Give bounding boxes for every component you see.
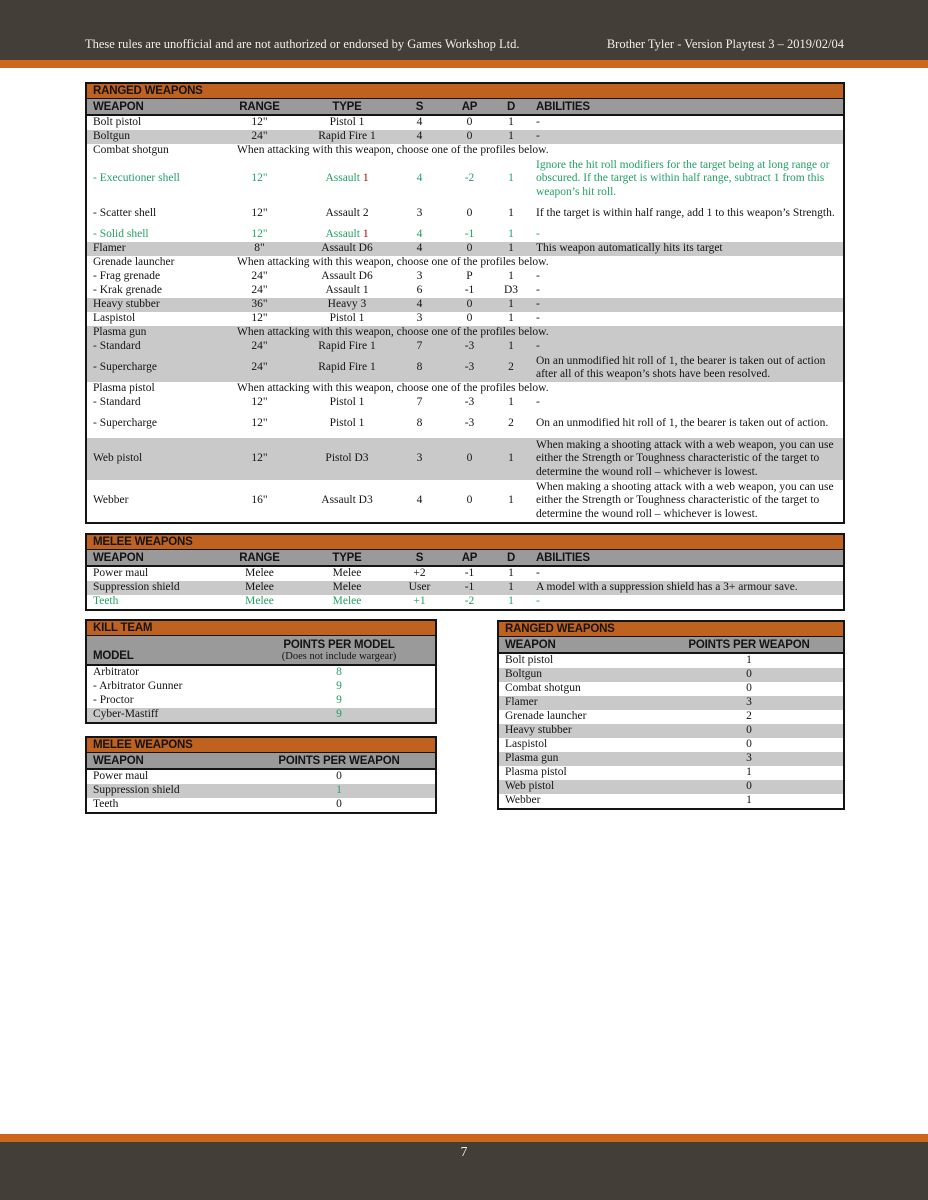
table-row — [87, 158, 843, 200]
profile-note-cell: When attacking with this weapon, choose one of the profiles below. — [217, 326, 843, 340]
range-cell: 16" — [251, 494, 268, 507]
d-cell: 2 — [492, 354, 530, 382]
type-cell: Rapid Fire 1 — [302, 130, 392, 144]
table-row — [499, 752, 843, 766]
range-cell: 12" — [251, 207, 268, 220]
table-row — [87, 326, 843, 340]
d-cell: 1 — [492, 340, 530, 354]
col-points-per-model — [243, 636, 435, 665]
model-cell: Arbitrator — [93, 666, 139, 679]
type-cell — [302, 228, 392, 242]
points-cell: 8 — [336, 666, 342, 679]
ability-cell: - — [536, 396, 540, 409]
s-cell: 4 — [392, 242, 447, 256]
table-row — [87, 382, 843, 396]
type-cell: Assault 1 — [325, 284, 369, 297]
points-cell: 0 — [655, 668, 843, 682]
melee-weapons-points-table — [85, 736, 437, 814]
type-text: Assault — [325, 172, 360, 185]
type-cell: Pistol D3 — [302, 438, 392, 480]
table-row — [87, 340, 843, 354]
weapon-cell: Teeth — [93, 595, 119, 608]
type-number: 1 — [362, 172, 369, 185]
ability-cell: On an unmodified hit roll of 1, the bearer is taken out of action after all of this weapon’s shots have been resolved. — [530, 354, 843, 382]
weapon-cell: Web pistol — [87, 438, 217, 480]
range-cell: 24" — [217, 130, 302, 144]
points-cell: 9 — [336, 680, 342, 693]
range-cell: 24" — [251, 284, 268, 297]
weapon-cell: Heavy stubber — [499, 724, 655, 738]
points-cell: 9 — [243, 708, 435, 722]
table-row — [87, 130, 843, 144]
s-cell: 7 — [416, 396, 423, 409]
weapon-cell: - Frag grenade — [93, 270, 161, 283]
ap-cell: 0 — [447, 130, 492, 144]
s-cell: User — [392, 581, 447, 595]
d-cell: 1 — [492, 242, 530, 256]
weapon-cell: - Scatter shell — [93, 207, 157, 220]
weapon-cell: - Solid shell — [93, 228, 149, 241]
d-cell: 2 — [508, 417, 514, 430]
table-row — [87, 784, 435, 798]
table-row — [87, 396, 843, 410]
orange-divider-bottom — [0, 1134, 928, 1142]
points-cell: 1 — [746, 794, 752, 807]
col-ap: AP — [447, 550, 492, 566]
d-cell: 1 — [508, 116, 514, 129]
table-row — [87, 566, 843, 581]
ability-cell: - — [530, 340, 843, 354]
col-ap: AP — [447, 99, 492, 115]
type-cell: Rapid Fire 1 — [302, 340, 392, 354]
weapon-cell: Boltgun — [87, 130, 217, 144]
table-row — [87, 115, 843, 130]
ap-cell: -1 — [464, 284, 475, 297]
col-d: D — [492, 99, 530, 115]
col-type: TYPE — [302, 550, 392, 566]
weapon-cell: Combat shotgun — [93, 144, 169, 157]
weapon-cell: Grenade launcher — [505, 710, 587, 723]
weapon-cell: Power maul — [93, 770, 149, 783]
table-row — [87, 200, 843, 228]
table-row — [87, 665, 435, 680]
type-cell: Assault D6 — [302, 242, 392, 256]
points-cell: 0 — [655, 724, 843, 738]
points-cell: 0 — [336, 770, 342, 783]
s-cell: 4 — [392, 130, 447, 144]
s-cell: 3 — [392, 438, 447, 480]
ability-cell: This weapon automatically hits its target — [530, 242, 843, 256]
ap-cell: -3 — [447, 354, 492, 382]
table-row — [499, 696, 843, 710]
weapon-cell: Suppression shield — [87, 581, 217, 595]
table-row — [499, 766, 843, 780]
table-row — [499, 653, 843, 668]
ability-cell: - — [536, 270, 540, 283]
type-cell: Pistol 1 — [329, 116, 365, 129]
d-cell: 1 — [508, 270, 514, 283]
table-title: MELEE WEAPONS — [87, 738, 435, 753]
melee-weapons-table — [85, 533, 845, 611]
col-abilities: ABILITIES — [530, 550, 843, 566]
column-header-row — [87, 753, 435, 769]
table-row — [499, 738, 843, 752]
range-cell: 12" — [251, 312, 268, 325]
ap-cell: -3 — [464, 417, 475, 430]
points-cell: 1 — [746, 654, 752, 667]
ap-cell: -1 — [447, 581, 492, 595]
type-cell: Pistol 1 — [329, 396, 365, 409]
table-row — [87, 708, 435, 722]
points-cell: 0 — [655, 780, 843, 794]
ap-cell: 0 — [447, 438, 492, 480]
profile-note-cell: When attacking with this weapon, choose one of the profiles below. — [237, 256, 549, 269]
column-header-row — [499, 637, 843, 653]
range-cell: 12" — [217, 438, 302, 480]
points-header-text: POINTS PER MODEL — [283, 638, 395, 651]
column-header-row — [87, 99, 843, 115]
s-cell: 8 — [392, 354, 447, 382]
table-title: RANGED WEAPONS — [499, 622, 843, 637]
ap-cell: 0 — [466, 116, 473, 129]
range-cell: 24" — [217, 340, 302, 354]
weapon-cell: - Standard — [93, 396, 141, 409]
d-cell: 1 — [508, 567, 514, 580]
s-cell: 8 — [416, 417, 423, 430]
kill-team-table — [85, 619, 437, 724]
weapon-cell: - Executioner shell — [93, 172, 180, 185]
col-weapon: WEAPON — [87, 99, 217, 115]
weapon-cell: Grenade launcher — [93, 256, 175, 269]
s-cell: 6 — [416, 284, 423, 297]
type-number: 1 — [362, 228, 369, 241]
table-row — [499, 780, 843, 794]
weapon-cell: Web pistol — [499, 780, 655, 794]
s-cell: 4 — [416, 494, 423, 507]
orange-divider-top — [0, 60, 928, 68]
col-type: TYPE — [302, 99, 392, 115]
points-subheader-text: (Does not include wargear) — [281, 650, 397, 662]
d-cell: D3 — [503, 284, 519, 297]
d-cell: 1 — [492, 581, 530, 595]
col-weapon: WEAPON — [499, 637, 655, 653]
range-cell: 12" — [251, 228, 268, 241]
points-cell: 3 — [655, 752, 843, 766]
type-cell: Melee — [332, 595, 362, 608]
weapon-cell: Flamer — [87, 242, 217, 256]
table-row — [87, 680, 435, 694]
col-weapon: WEAPON — [87, 550, 217, 566]
points-cell: 0 — [336, 798, 342, 811]
range-cell: 12" — [251, 116, 268, 129]
ability-cell: - — [536, 228, 540, 241]
table-title: MELEE WEAPONS — [87, 535, 843, 550]
col-abilities: ABILITIES — [530, 99, 843, 115]
s-cell: 4 — [416, 172, 423, 185]
ap-cell: 0 — [466, 494, 473, 507]
s-cell: 3 — [416, 207, 423, 220]
page-number: 7 — [460, 1144, 468, 1159]
type-cell: Heavy 3 — [302, 298, 392, 312]
ranged-weapons-table — [85, 82, 845, 524]
col-points-per-weapon: POINTS PER WEAPON — [655, 637, 843, 653]
type-cell — [302, 158, 392, 200]
ability-cell: When making a shooting attack with a web weapon, you can use either the Strength or Toughness characteristic of the target to determine the wound roll – whichever is lowest. — [536, 480, 834, 520]
version-text: Brother Tyler - Version Playtest 3 – 2019/02/04 — [606, 37, 844, 51]
range-cell: 24" — [217, 354, 302, 382]
points-cell: 1 — [243, 784, 435, 798]
col-range: RANGE — [217, 550, 302, 566]
weapon-cell: Power maul — [93, 567, 149, 580]
ap-cell: -3 — [464, 396, 475, 409]
s-cell: 3 — [416, 270, 423, 283]
points-cell: 1 — [746, 766, 752, 779]
weapon-cell: Suppression shield — [87, 784, 243, 798]
points-cell: 0 — [746, 738, 752, 751]
ability-cell: - — [536, 312, 540, 325]
table-row — [87, 798, 435, 812]
weapon-cell: Plasma gun — [87, 326, 217, 340]
table-row — [499, 794, 843, 808]
ability-cell: When making a shooting attack with a web weapon, you can use either the Strength or Toughness characteristic of the target to determine the wound roll – whichever is lowest. — [530, 438, 843, 480]
profile-note-cell: When attacking with this weapon, choose one of the profiles below. — [237, 144, 549, 157]
col-range: RANGE — [217, 99, 302, 115]
s-cell: 4 — [416, 116, 423, 129]
ap-cell: 0 — [466, 312, 473, 325]
table-row — [87, 480, 843, 522]
ranged-weapons-points-table — [497, 620, 845, 810]
s-cell: 7 — [392, 340, 447, 354]
type-cell: Assault D6 — [321, 270, 373, 283]
points-cell: 3 — [655, 696, 843, 710]
ap-cell: P — [466, 270, 473, 283]
d-cell: 1 — [492, 130, 530, 144]
type-cell: Melee — [332, 567, 362, 580]
table-row — [87, 410, 843, 438]
table-row — [87, 312, 843, 326]
d-cell: 1 — [492, 438, 530, 480]
ap-cell: -1 — [464, 228, 475, 241]
type-cell: Assault 2 — [325, 207, 369, 220]
d-cell: 1 — [508, 172, 514, 185]
points-cell: 9 — [336, 694, 342, 707]
type-cell: Melee — [302, 581, 392, 595]
s-cell: 3 — [416, 312, 423, 325]
table-row — [87, 769, 435, 784]
table-row — [87, 581, 843, 595]
points-cell: 0 — [746, 682, 752, 695]
table-title: RANGED WEAPONS — [87, 84, 843, 99]
column-header-row — [87, 636, 435, 665]
ability-cell: - — [536, 567, 540, 580]
weapon-cell: - Krak grenade — [93, 284, 162, 297]
type-cell: Pistol 1 — [329, 312, 365, 325]
range-cell: 12" — [251, 417, 268, 430]
weapon-cell: Plasma gun — [499, 752, 655, 766]
weapon-cell: Heavy stubber — [87, 298, 217, 312]
ap-cell: -1 — [464, 567, 475, 580]
weapon-cell: - Supercharge — [93, 417, 157, 430]
ability-cell: - — [536, 595, 540, 608]
table-row — [499, 724, 843, 738]
d-cell: 1 — [508, 312, 514, 325]
table-row — [87, 694, 435, 708]
table-row — [87, 228, 843, 242]
table-row — [87, 144, 843, 158]
footer-bar — [0, 1142, 928, 1200]
table-row — [499, 668, 843, 682]
range-cell: 12" — [251, 172, 268, 185]
model-cell: Cyber-Mastiff — [87, 708, 243, 722]
range-cell: 8" — [217, 242, 302, 256]
d-cell: 1 — [508, 494, 514, 507]
table-row — [87, 354, 843, 382]
weapon-cell: Laspistol — [505, 738, 548, 751]
col-d: D — [492, 550, 530, 566]
d-cell: 1 — [492, 298, 530, 312]
table-row — [87, 270, 843, 284]
col-s: S — [392, 99, 447, 115]
table-row — [87, 595, 843, 609]
ability-cell: - — [536, 116, 540, 129]
range-cell: 24" — [251, 270, 268, 283]
ability-cell: - — [536, 284, 540, 297]
d-cell: 1 — [508, 595, 514, 608]
range-cell: Melee — [217, 581, 302, 595]
d-cell: 1 — [508, 228, 514, 241]
weapon-cell: Webber — [93, 494, 129, 507]
table-row — [87, 242, 843, 256]
weapon-cell: - Supercharge — [87, 354, 217, 382]
weapon-cell: Teeth — [93, 798, 119, 811]
weapon-cell: Webber — [505, 794, 541, 807]
ap-cell: 0 — [466, 207, 473, 220]
table-row — [87, 284, 843, 298]
disclaimer-text: These rules are unofficial and are not authorized or endorsed by Games Workshop Ltd. — [85, 37, 520, 51]
ability-cell: A model with a suppression shield has a 3+ armour save. — [530, 581, 843, 595]
col-s: S — [392, 550, 447, 566]
ability-cell: If the target is within half range, add 1 to this weapon’s Strength. — [536, 207, 835, 220]
type-text: Assault — [325, 228, 360, 241]
range-cell: 12" — [251, 396, 268, 409]
range-cell: Melee — [245, 567, 274, 580]
model-cell: - Proctor — [93, 694, 134, 707]
ability-cell: - — [530, 130, 843, 144]
top-disclaimer-bar — [0, 0, 928, 60]
weapon-cell: Boltgun — [499, 668, 655, 682]
table-row — [87, 298, 843, 312]
type-cell: Rapid Fire 1 — [302, 354, 392, 382]
s-cell: +2 — [413, 567, 426, 580]
d-cell: 1 — [508, 207, 514, 220]
ap-cell: -2 — [464, 172, 475, 185]
table-title: KILL TEAM — [87, 621, 435, 636]
range-cell: 36" — [217, 298, 302, 312]
type-cell: Assault D3 — [321, 494, 373, 507]
ap-cell: 0 — [447, 298, 492, 312]
column-header-row — [87, 550, 843, 566]
range-cell: Melee — [245, 595, 274, 608]
d-cell: 1 — [508, 396, 514, 409]
col-model: MODEL — [87, 636, 243, 665]
weapon-cell: Plasma pistol — [93, 382, 155, 395]
s-cell: 4 — [416, 228, 423, 241]
profile-note-cell: When attacking with this weapon, choose one of the profiles below. — [237, 382, 549, 395]
ability-cell: On an unmodified hit roll of 1, the bearer is taken out of action. — [536, 417, 829, 430]
ap-cell: -3 — [447, 340, 492, 354]
s-cell: 4 — [392, 298, 447, 312]
col-points-per-weapon: POINTS PER WEAPON — [243, 753, 435, 769]
table-row — [499, 682, 843, 696]
col-weapon: WEAPON — [87, 753, 243, 769]
weapon-cell: Bolt pistol — [93, 116, 142, 129]
weapon-cell: Combat shotgun — [505, 682, 581, 695]
s-cell: +1 — [413, 595, 426, 608]
ap-cell: -2 — [464, 595, 475, 608]
ability-cell: - — [530, 298, 843, 312]
weapon-cell: - Standard — [87, 340, 217, 354]
ap-cell: 0 — [447, 242, 492, 256]
type-cell: Pistol 1 — [329, 417, 365, 430]
weapon-cell: Laspistol — [93, 312, 136, 325]
table-row — [87, 256, 843, 270]
ability-cell: Ignore the hit roll modifiers for the target being at long range or obscured. If the target is within half range, subtract 1 from this weapon’s hit roll. — [536, 158, 830, 198]
table-row — [499, 710, 843, 724]
weapon-cell: Bolt pistol — [505, 654, 554, 667]
model-cell: - Arbitrator Gunner — [93, 680, 183, 693]
weapon-cell: Plasma pistol — [505, 766, 567, 779]
points-cell: 2 — [746, 710, 752, 723]
weapon-cell: Flamer — [499, 696, 655, 710]
table-row — [87, 438, 843, 480]
